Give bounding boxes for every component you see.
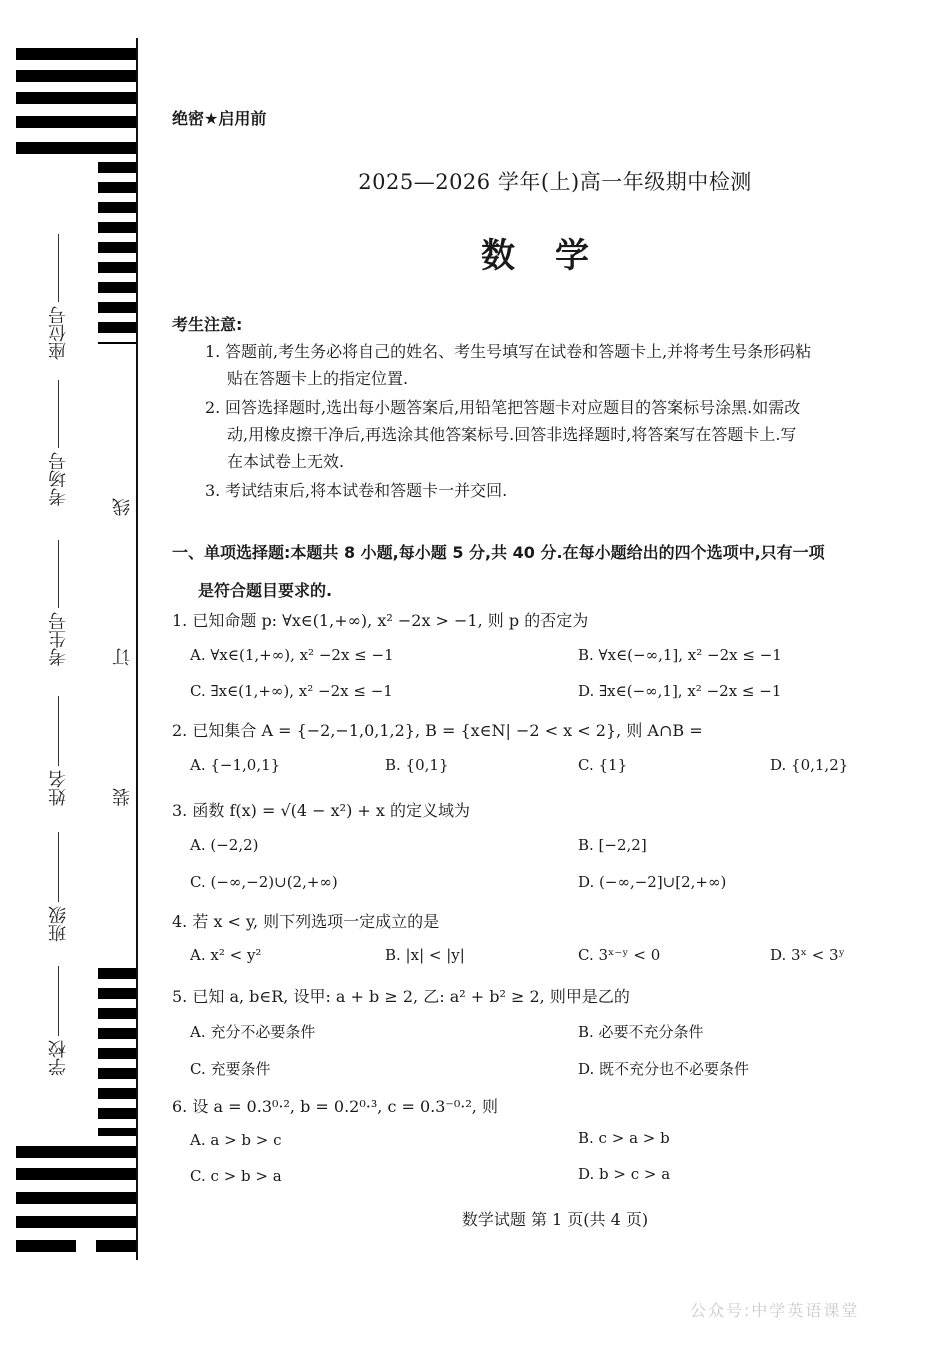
option-d: D. 既不充分也不必要条件 bbox=[578, 1060, 750, 1078]
option-b: B. ∀x∈(−∞,1], x² −2x ≤ −1 bbox=[578, 646, 782, 664]
barcode-bar bbox=[16, 142, 136, 154]
watermark: 公众号:中学英语课堂 bbox=[690, 1301, 860, 1320]
option-c: C. {1} bbox=[578, 756, 628, 774]
option-d: D. 3ˣ < 3ʸ bbox=[770, 946, 845, 964]
barcode-bar bbox=[16, 1240, 76, 1252]
question-stem: 6. 设 a = 0.3⁰·², b = 0.2⁰·³, c = 0.3⁻⁰·², 则 bbox=[172, 1097, 498, 1116]
option-b: B. [−2,2] bbox=[578, 836, 647, 854]
option-a: A. ∀x∈(1,+∞), x² −2x ≤ −1 bbox=[190, 646, 394, 664]
option-a: A. x² < y² bbox=[190, 946, 262, 964]
notice-item: 3. 考试结束后,将本试卷和答题卡一并交回. bbox=[205, 481, 508, 500]
section-heading: 一、单项选择题:本题共 8 小题,每小题 5 分,共 40 分.在每小题给出的四个选项中,只有一项 是符合题目要求的. bbox=[172, 543, 825, 600]
seat-number-field: 座位号 bbox=[44, 234, 74, 360]
question-stem: 5. 已知 a, b∈R, 设甲: a + b ≥ 2, 乙: a² + b² ≥ 2, 则甲是乙的 bbox=[172, 987, 630, 1006]
option-c: C. 3ˣ⁻ʸ < 0 bbox=[578, 946, 661, 964]
barcode-bar bbox=[16, 1216, 136, 1228]
stripe-block-lower bbox=[98, 968, 136, 1136]
class-field: 班级 bbox=[44, 826, 74, 942]
option-d: D. ∃x∈(−∞,1], x² −2x ≤ −1 bbox=[578, 682, 782, 700]
option-b: B. c > a > b bbox=[578, 1129, 670, 1147]
subject-title: 数学 bbox=[481, 236, 629, 276]
barcode-bar bbox=[16, 116, 136, 128]
notice-heading: 考生注意: bbox=[172, 315, 243, 334]
barcode-bar bbox=[16, 1192, 136, 1204]
option-c: C. c > b > a bbox=[190, 1167, 282, 1185]
option-a: A. {−1,0,1} bbox=[190, 756, 281, 774]
option-c: C. (−∞,−2)∪(2,+∞) bbox=[190, 873, 338, 891]
question-stem: 3. 函数 f(x) = √(4 − x²) + x 的定义域为 bbox=[172, 801, 471, 820]
notice-item: 1. 答题前,考生务必将自己的姓名、考生号填写在试卷和答题卡上,并将考生号条形码粘 贴在答题卡上的指定位置. bbox=[205, 342, 812, 388]
option-a: A. 充分不必要条件 bbox=[190, 1023, 316, 1041]
option-c: C. 充要条件 bbox=[190, 1060, 271, 1078]
barcode-bar bbox=[16, 1168, 136, 1180]
student-number-field: 考生号 bbox=[44, 540, 74, 666]
option-b: B. {0,1} bbox=[385, 756, 449, 774]
cut-mark-staple: 订 bbox=[112, 648, 133, 666]
school-field: 学校 bbox=[44, 960, 74, 1076]
option-d: D. (−∞,−2]∪[2,+∞) bbox=[578, 873, 727, 891]
stripe-block-upper bbox=[98, 162, 136, 344]
barcode-bar bbox=[16, 1146, 136, 1158]
option-b: B. 必要不充分条件 bbox=[578, 1023, 704, 1041]
cut-mark-bind: 装 bbox=[112, 788, 133, 806]
name-field: 姓名 bbox=[44, 680, 74, 806]
option-c: C. ∃x∈(1,+∞), x² −2x ≤ −1 bbox=[190, 682, 393, 700]
question-stem: 4. 若 x < y, 则下列选项一定成立的是 bbox=[172, 912, 440, 931]
question-stem: 2. 已知集合 A = {−2,−1,0,1,2}, B = {x∈N| −2 < x < 2}, 则 A∩B = bbox=[172, 721, 703, 740]
exam-title: 2025—2026 学年(上)高一年级期中检测 bbox=[358, 170, 752, 194]
barcode-bar bbox=[16, 92, 136, 104]
confidential-label: 绝密★启用前 bbox=[172, 109, 267, 128]
notice-item: 2. 回答选择题时,选出每小题答案后,用铅笔把答题卡对应题目的答案标号涂黑.如需改 动,用橡皮擦干净后,再选涂其他答案标号.回答非选择题时,将答案写在答题卡上.写 在本试卷上无效. bbox=[205, 398, 801, 471]
barcode-bar bbox=[96, 1240, 136, 1252]
exam-room-field: 考场号 bbox=[44, 380, 74, 506]
cut-mark-line: 线 bbox=[112, 498, 133, 516]
binding-strip bbox=[0, 0, 140, 1345]
barcode-bar bbox=[16, 70, 136, 82]
binding-line bbox=[136, 38, 138, 1260]
barcode-bar bbox=[16, 48, 136, 60]
question-stem: 1. 已知命题 p: ∀x∈(1,+∞), x² −2x > −1, 则 p 的否定为 bbox=[172, 611, 589, 630]
option-b: B. |x| < |y| bbox=[385, 946, 465, 964]
option-a: A. a > b > c bbox=[190, 1131, 282, 1149]
option-a: A. (−2,2) bbox=[190, 836, 259, 854]
option-d: D. {0,1,2} bbox=[770, 756, 849, 774]
option-d: D. b > c > a bbox=[578, 1165, 671, 1183]
page-footer: 数学试题 第 1 页(共 4 页) bbox=[461, 1210, 649, 1229]
